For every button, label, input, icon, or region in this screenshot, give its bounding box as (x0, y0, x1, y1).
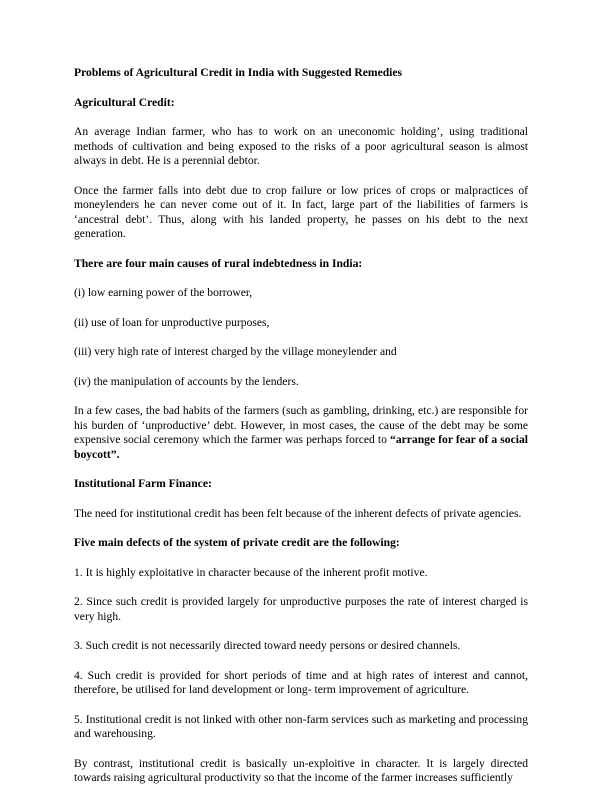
defect-item: 4. Such credit is provided for short periods of time and at high rates of interest and cannot, therefore, be utilised for land development or long- term improvement of agriculture. (74, 668, 528, 696)
paragraph-ancestral-debt: Once the farmer falls into debt due to crop failure or low prices of crops or malpractices of moneylenders he can never come out of it. In fact, large part of the liabilities of farmers is ‘ancestral debt’. Thus, along with his landed property, he passes on his debt to the next generation. (74, 183, 528, 240)
paragraph-un-exploitive: By contrast, institutional credit is basically un-exploitive in character. It is largely directed towards raising agricultural productivity so that the income of the farmer increases sufficiently (74, 756, 528, 784)
cause-item: (iii) very high rate of interest charged by the village moneylender and (74, 345, 397, 358)
defect-item: 2. Since such credit is provided largely for unproductive purposes the rate of interest charged is very high. (74, 595, 528, 623)
defects-heading: Five main defects of the system of private credit are the following: (74, 536, 400, 549)
defect-item: 1. It is highly exploitative in character because of the inherent profit motive. (74, 565, 428, 579)
paragraph-social-ceremony (74, 404, 528, 462)
cause-item: (ii) use of loan for unproductive purposes, (74, 315, 270, 329)
paragraph-perennial-debtor: An average Indian farmer, who has to work on an uneconomic holding’, using traditional methods of cultivation and being exposed to the risks of a poor agricultural season is almost always in debt. He is a perennial debtor. (74, 125, 528, 167)
paragraph-social-ceremony-text: In a few cases, the bad habits of the farmers (such as gambling, drinking, etc.) are responsible for his burden of ‘unproductive’ debt. However, in most cases, the cause of the debt may be some expensive social ceremony which the farmer was perhaps forced to (74, 404, 528, 446)
document-title: Problems of Agricultural Credit in India with Suggested Remedies (74, 66, 403, 79)
defect-item: 5. Institutional credit is not linked with other non-farm services such as marketing and processing and warehousing. (74, 712, 528, 740)
document-page (74, 66, 528, 801)
section-heading-agricultural-credit: Agricultural Credit: (74, 95, 175, 109)
causes-heading: There are four main causes of rural indebtedness in India: (74, 256, 363, 270)
section-heading-institutional-farm-finance: Institutional Farm Finance: (74, 477, 212, 490)
defect-item: 3. Such credit is not necessarily directed toward needy persons or desired channels. (74, 639, 461, 652)
cause-item: (iv) the manipulation of accounts by the lenders. (74, 374, 299, 388)
social-boycott-quote: “arrange for fear of a social boycott”. (74, 433, 528, 461)
cause-item: (i) low earning power of the borrower, (74, 286, 253, 299)
paragraph-institutional-need: The need for institutional credit has been felt because of the inherent defects of private agencies. (74, 506, 522, 520)
